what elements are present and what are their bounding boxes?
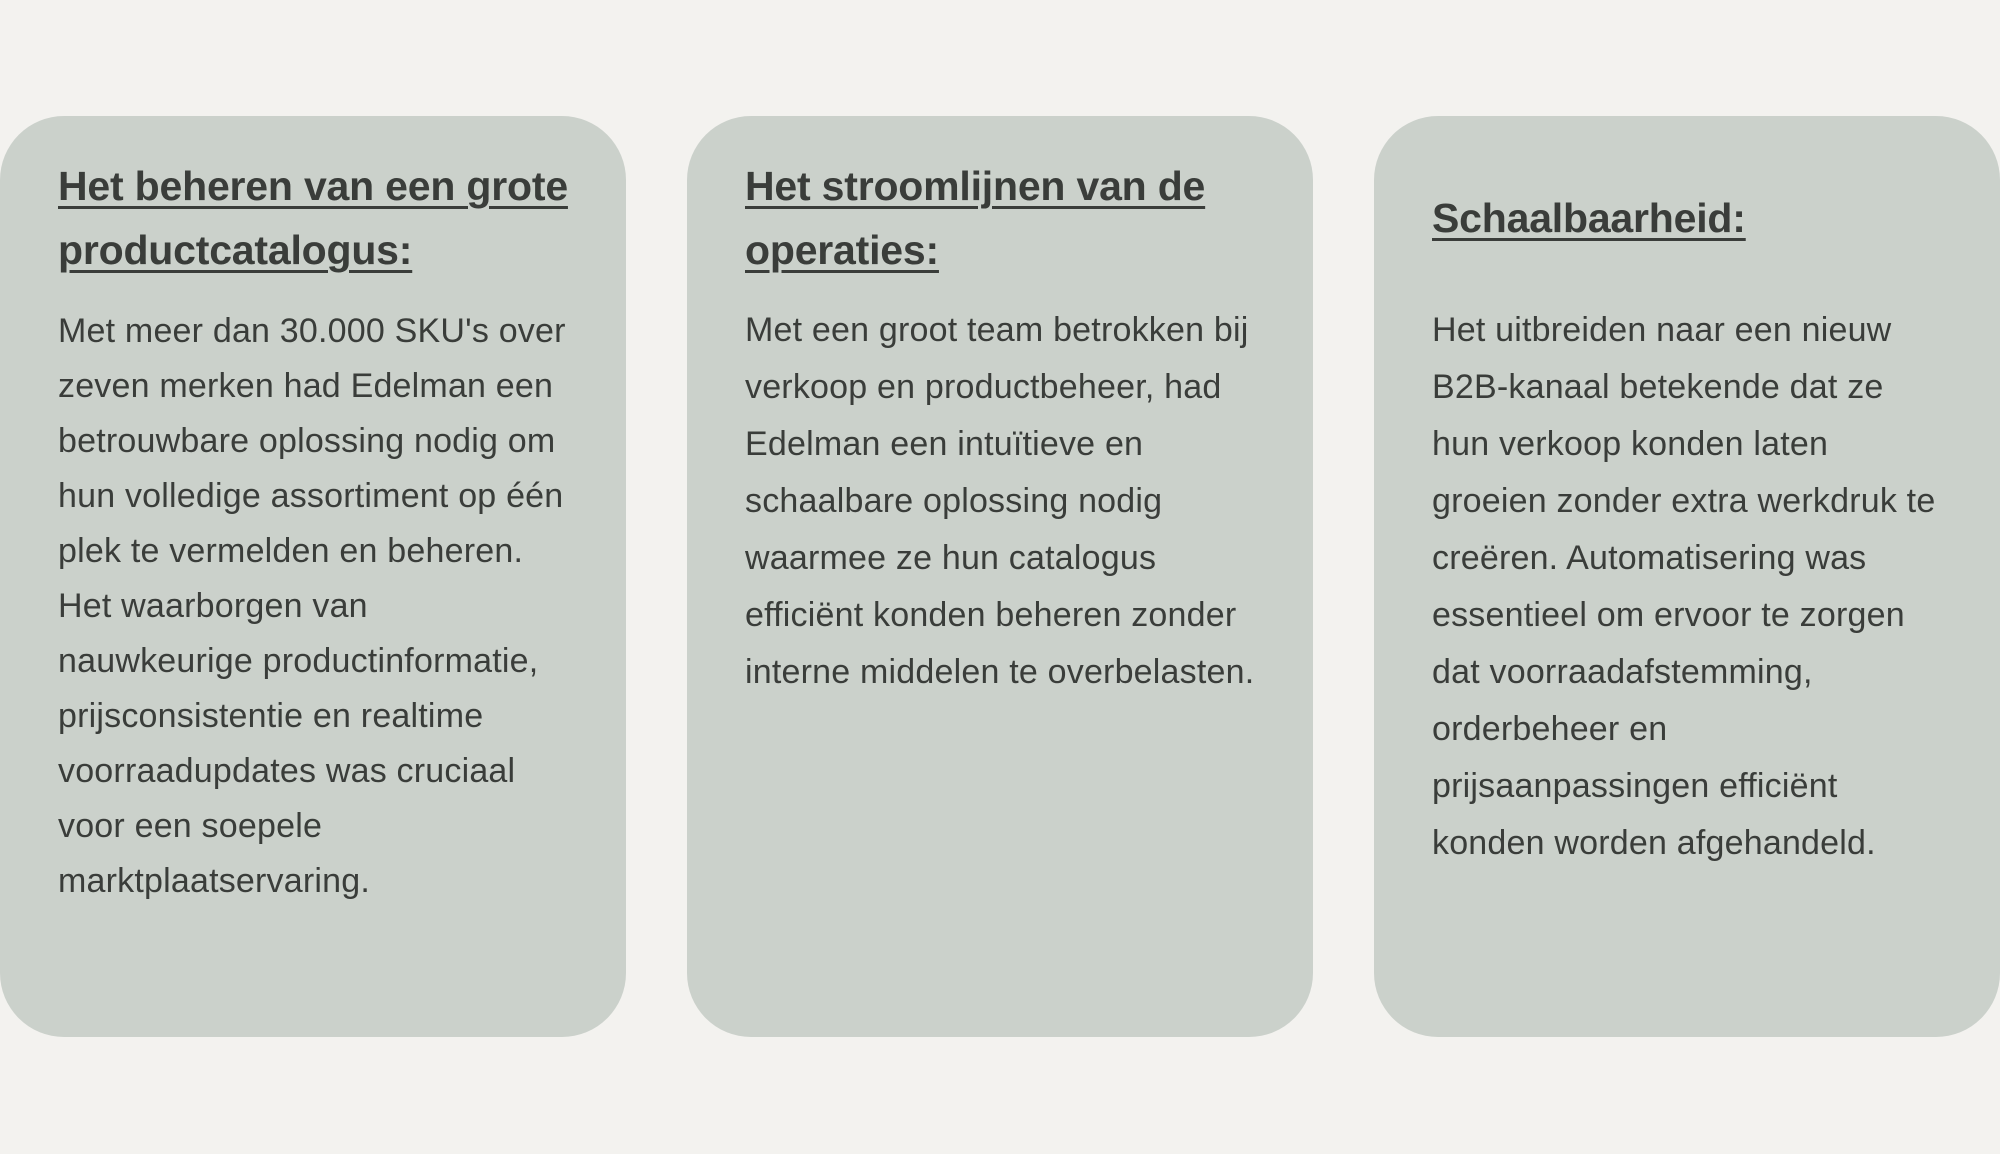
card-title: Schaalbaarheid: xyxy=(1432,195,1746,241)
card-body: Met een groot team betrokken bij verkoop en productbeheer, had Edelman een intuïtieve en schaalbare oplossing nodig waarmee ze hun catalogus efficiënt konden beheren zonder interne middelen te overbelasten. xyxy=(745,311,1255,691)
challenge-card-scalability xyxy=(1374,116,2000,1037)
card-body: Met meer dan 30.000 SKU's over zeven merken had Edelman een betrouwbare oplossing nodig om hun volledige assortiment op één plek te vermelden en beheren. Het waarborgen van nauwkeurige productinformatie, prijsconsistentie en realtime voorraadupdates was cruciaal voor een soepele marktplaatservaring. xyxy=(58,312,566,900)
card-title: Het beheren van een grote productcatalogus: xyxy=(58,163,568,273)
challenge-card-operations xyxy=(687,116,1313,1037)
card-title: Het stroomlijnen van de operaties: xyxy=(745,163,1206,273)
card-body: Het uitbreiden naar een nieuw B2B-kanaal betekende dat ze hun verkoop konden laten groeien zonder extra werkdruk te creëren. Automatisering was essentieel om ervoor te zorgen dat voorraadafstemming, orderbeheer en prijsaanpassingen efficiënt konden worden afgehandeld. xyxy=(1432,311,1936,862)
challenge-card-catalog xyxy=(0,116,626,1037)
